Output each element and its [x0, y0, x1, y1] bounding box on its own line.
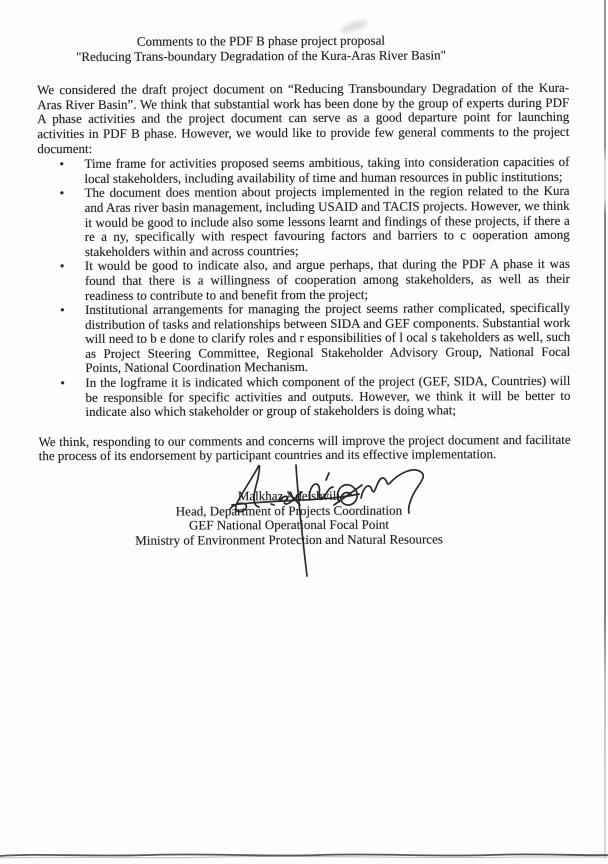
scan-edge-line-right [604, 0, 606, 858]
signoff-role-2: GEF National Operational Focal Point [188, 516, 390, 533]
letter-body [37, 33, 571, 549]
closing-paragraph: We think, responding to our comments and concerns will improve the project document and facilitate the process of its endorsement by participant countries and its effective implementation. [38, 431, 571, 464]
comment-item-timeframe: • Time frame for activities proposed seems ambitious, taking into consideration capacities of local stakeholders, including availability of time and human resources in public institutions; [84, 155, 569, 186]
letter-title [37, 33, 485, 64]
comment-item-lessons-learnt: • The document does mention about projects implemented in the region related to the Kura and Aras river basin management, including USAID and TACIS projects. However, we think it would be good to include also some lessons learnt and findings of these projects, if there a re a ny, specifically with respect favouring factors and barriers to c ooperation among stakeholders within and across countries; [85, 184, 570, 259]
signoff-role-1: Head, Department of Projects Coordination [175, 502, 403, 519]
signoff-role-3: Ministry of Environment Protection and Natural Resources [135, 531, 443, 548]
scan-edge-line-bottom [0, 848, 608, 860]
comments-list [37, 155, 570, 420]
title-line-1: Comments to the PDF B phase project proposal [136, 32, 385, 49]
comment-item-willingness: • It would be good to indicate also, and argue perhaps, that during the PDF A phase it was found that there is a willingness of cooperation among stakeholders, as well as their readiness to contribute to and benefit from the project; [85, 257, 570, 303]
comment-item-institutional: • Institutional arrangements for managing the project seems rather complicated, specifically distribution of tasks and relationships between SIDA and GEF components. Substantial work will need to b e done to clarify roles and r esponsibilities of l ocal s takeholders as well, such as Project Steering Committee, Regional Stakeholder Advisory Group, National Focal Points, National Coordination Mechanism. [85, 301, 570, 376]
comment-item-logframe: • In the logframe it is indicated which component of the project (GEF, SIDA, Countries) will be responsible for specific activities and outputs. However, we think it will be better to indicate also which stakeholder or group of stakeholders is doing what; [85, 374, 570, 420]
intro-paragraph: We considered the draft project document on “Reducing Transboundary Degradation of the Kura-Aras River Basin”. We think that substantial work has been done by the group of experts during PDF A phase activities and the project document can serve as a good departure point for launching activities in PDF B phase. However, we would like to provide few general comments to the project document: [37, 80, 570, 156]
title-line-2: "Reducing Trans-boundary Degradation of the Kura-Aras River Basin" [76, 46, 446, 64]
signoff-block [39, 488, 539, 549]
signoff-name: Malkhaz Adeishvili [237, 487, 341, 504]
